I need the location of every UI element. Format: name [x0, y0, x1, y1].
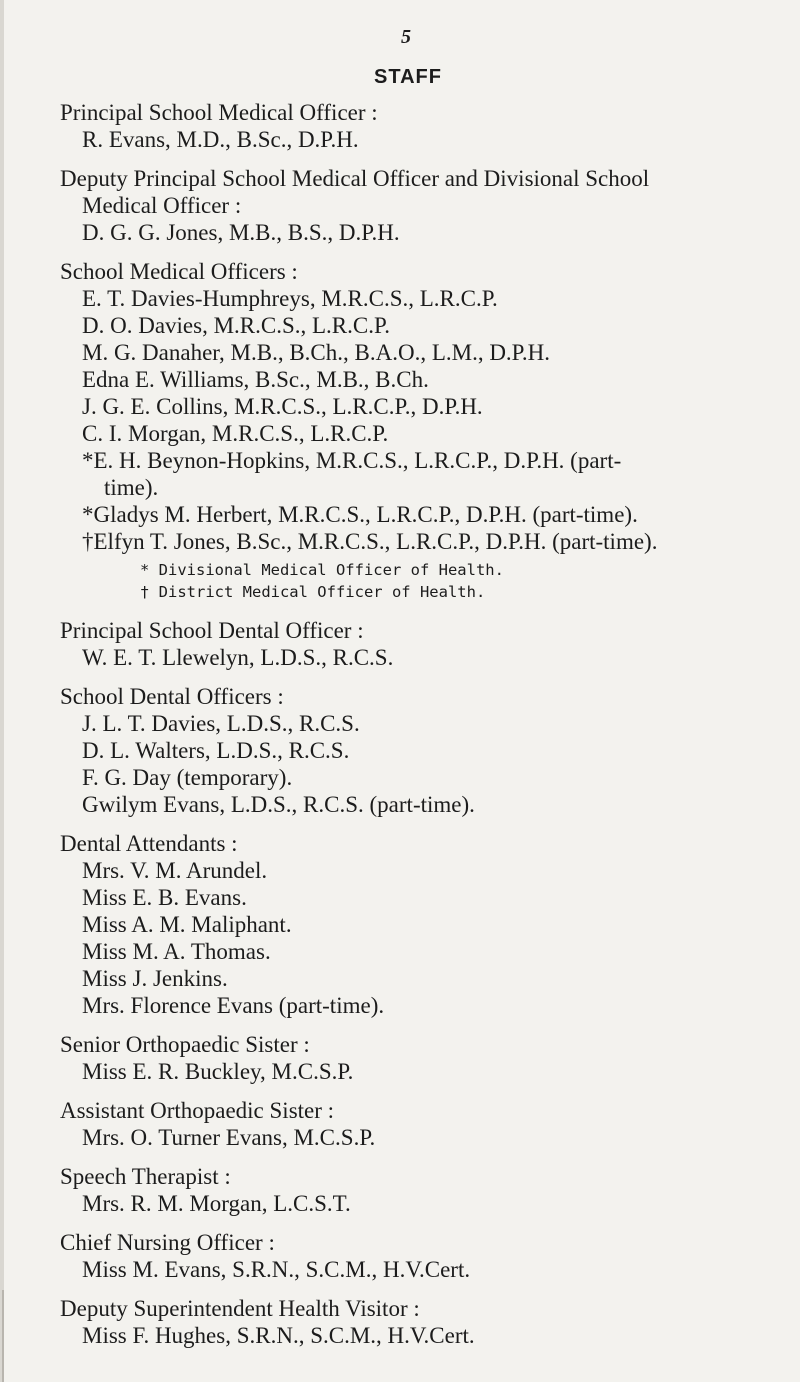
- footnotes: [60, 559, 760, 603]
- staff-entry: Miss M. A. Thomas.: [82, 939, 271, 964]
- staff-entry-line: *E. H. Beynon-Hopkins, M.R.C.S., L.R.C.P., D.P.H. (part-: [82, 448, 622, 473]
- staff-entry: Miss J. Jenkins.: [82, 966, 228, 991]
- staff-entry: D. L. Walters, L.D.S., R.C.S.: [82, 738, 350, 763]
- role-title: Assistant Orthopaedic Sister :: [60, 1098, 335, 1123]
- role-title-continued: Medical Officer :: [82, 193, 242, 218]
- staff-entry: M. G. Danaher, M.B., B.Ch., B.A.O., L.M., D.P.H.: [82, 340, 551, 365]
- staff-entry: Miss E. R. Buckley, M.C.S.P.: [82, 1059, 354, 1084]
- staff-entry-beynon-hopkins: [60, 447, 760, 501]
- staff-entry: D. O. Davies, M.R.C.S., L.R.C.P.: [82, 313, 390, 338]
- role-title: Speech Therapist :: [60, 1164, 231, 1189]
- staff-entry: Miss E. B. Evans.: [82, 885, 247, 910]
- section-school-medical-officers: [60, 258, 760, 603]
- staff-entry: J. G. E. Collins, M.R.C.S., L.R.C.P., D.P.H.: [82, 394, 483, 419]
- footnote-district: † District Medical Officer of Health.: [140, 583, 486, 601]
- page-title: STAFF: [374, 66, 442, 88]
- staff-entry: F. G. Day (temporary).: [82, 765, 293, 790]
- staff-entry: R. Evans, M.D., B.Sc., D.P.H.: [82, 127, 359, 152]
- role-title: Senior Orthopaedic Sister :: [60, 1032, 310, 1057]
- staff-entry: J. L. T. Davies, L.D.S., R.C.S.: [82, 711, 360, 736]
- section-principal-school-medical-officer: [60, 99, 760, 153]
- role-title: School Medical Officers :: [60, 259, 298, 284]
- staff-entry: Edna E. Williams, B.Sc., M.B., B.Ch.: [82, 367, 429, 392]
- staff-entry: Mrs. V. M. Arundel.: [82, 858, 268, 883]
- section-senior-orthopaedic-sister: [60, 1031, 760, 1085]
- staff-entry: E. T. Davies-Humphreys, M.R.C.S., L.R.C.P.: [82, 286, 498, 311]
- staff-entry: W. E. T. Llewelyn, L.D.S., R.C.S.: [82, 645, 394, 670]
- footnote-divisional: * Divisional Medical Officer of Health.: [140, 561, 504, 579]
- section-assistant-orthopaedic-sister: [60, 1097, 760, 1151]
- role-title: Principal School Dental Officer :: [60, 618, 364, 643]
- page-number: 5: [401, 26, 411, 48]
- staff-entry: D. G. G. Jones, M.B., B.S., D.P.H.: [82, 220, 400, 245]
- role-title: Dental Attendants :: [60, 831, 238, 856]
- staff-entry: C. I. Morgan, M.R.C.S., L.R.C.P.: [82, 421, 389, 446]
- staff-entry: Mrs. R. M. Morgan, L.C.S.T.: [82, 1191, 351, 1216]
- section-school-dental-officers: [60, 683, 760, 818]
- staff-entry: Miss F. Hughes, S.R.N., S.C.M., H.V.Cert.: [82, 1323, 475, 1348]
- staff-entry: Miss M. Evans, S.R.N., S.C.M., H.V.Cert.: [82, 1257, 471, 1282]
- section-principal-school-dental-officer: [60, 617, 760, 671]
- section-speech-therapist: [60, 1163, 760, 1217]
- staff-entry: †Elfyn T. Jones, B.Sc., M.R.C.S., L.R.C.P., D.P.H. (part-time).: [82, 529, 658, 554]
- section-dental-attendants: [60, 830, 760, 1019]
- role-title: School Dental Officers :: [60, 684, 284, 709]
- staff-entry: Miss A. M. Maliphant.: [82, 912, 292, 937]
- staff-entry: Gwilym Evans, L.D.S., R.C.S. (part-time).: [82, 792, 475, 817]
- section-deputy-principal: [60, 165, 760, 246]
- staff-entry: Mrs. Florence Evans (part-time).: [82, 993, 385, 1018]
- role-title: Deputy Superintendent Health Visitor :: [60, 1296, 420, 1321]
- section-chief-nursing-officer: [60, 1229, 760, 1283]
- staff-entry: Mrs. O. Turner Evans, M.C.S.P.: [82, 1125, 376, 1150]
- role-title: Principal School Medical Officer :: [60, 100, 378, 125]
- role-title: Chief Nursing Officer :: [60, 1230, 275, 1255]
- staff-entry-line-wrapped: time).: [104, 475, 159, 500]
- role-title: Deputy Principal School Medical Officer and Divisional School: [60, 166, 650, 191]
- staff-entry: *Gladys M. Herbert, M.R.C.S., L.R.C.P., D.P.H. (part-time).: [82, 502, 638, 527]
- section-deputy-superintendent-health-visitor: [60, 1295, 760, 1349]
